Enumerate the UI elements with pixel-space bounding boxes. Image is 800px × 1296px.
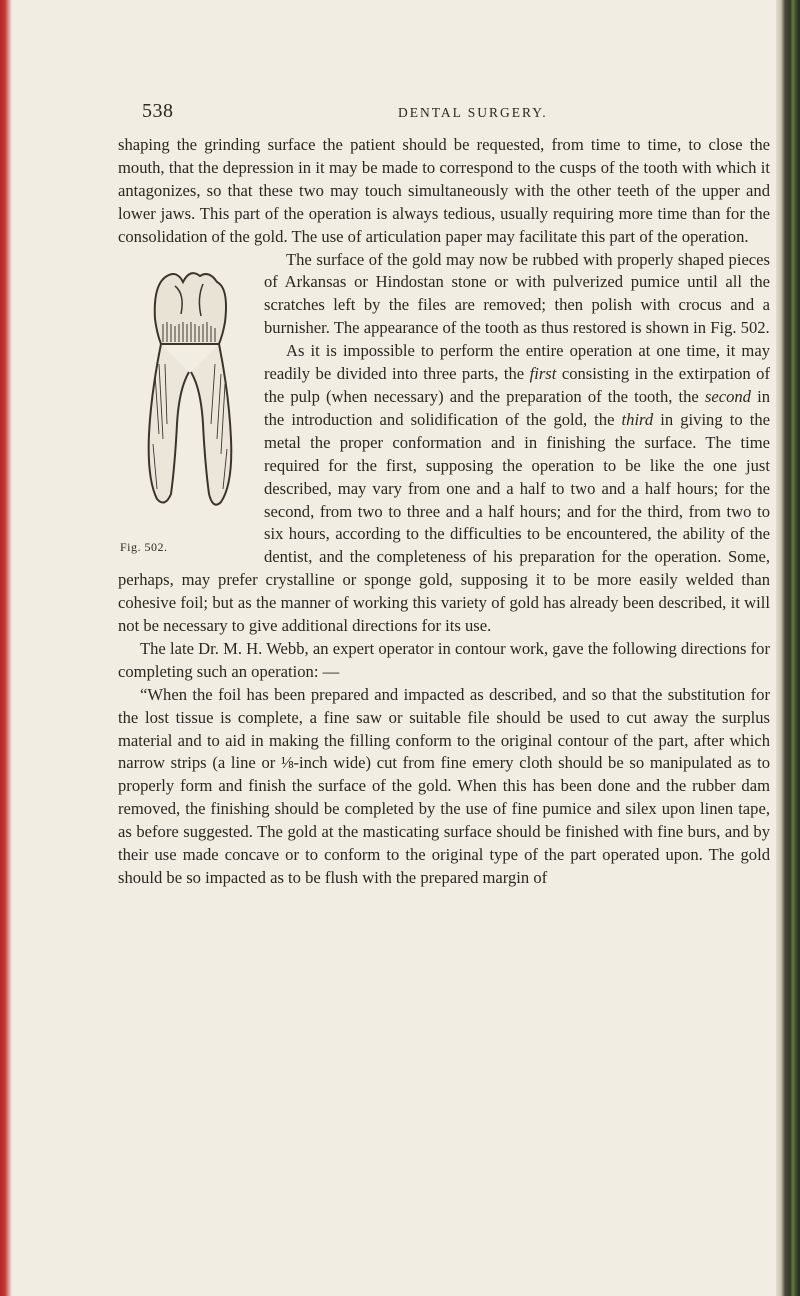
paragraph-1: shaping the grinding surface the patient should be requested, from time to time, to close the mouth, that the depression in it may be made to correspond to the cusps of the tooth with which it antagonizes, so that these two may touch simultaneously with the other teeth of the upper and lower jaws. This part of the operation is always tedious, usually requiring more time than for the consolidation of the gold. The use of articulation paper may facilitate this part of the operation. bbox=[118, 135, 770, 246]
emphasis-second: second bbox=[704, 386, 751, 406]
paragraph-3-part-b: consisting in the extirpation of the pulp (when necessary) and the preparation of the tooth, the bbox=[264, 364, 770, 406]
emphasis-third: third bbox=[621, 409, 654, 429]
tooth-illustration bbox=[145, 264, 235, 524]
emphasis-first: first bbox=[529, 364, 557, 384]
paragraph-2: The surface of the gold may now be rubbed with properly shaped pieces of Arkansas or Hindostan stone or with pulverized pumice until all the scratches left by the files are removed; then polish with crocus and a burnisher. The appearance of the tooth as thus restored is shown in Fig. 502. bbox=[264, 249, 770, 338]
paragraph-3-part-c: in the introduction and solidification of the gold, the bbox=[264, 386, 771, 429]
figure-caption: Fig. 502. bbox=[120, 539, 168, 554]
paragraph-3-part-a: As it is impossible to perform the entire operation at one time, it may readily be divided into three parts, the bbox=[264, 341, 770, 384]
running-head bbox=[142, 100, 770, 128]
figure-502 bbox=[120, 249, 256, 554]
page-number: 538 bbox=[142, 100, 174, 122]
body-text bbox=[118, 134, 770, 890]
paragraph-3-part-d: in giving to the metal the proper conformation and in finishing the surface. The time required for the first, supposing the operation to be like the one just described, may vary from one and a half to two and a half hours; for the second, from two to three and a half hours; and for the third, from two to six hours, according to the difficulties to be encountered, the ability of the dentist, and the completeness of his preparation for the operation. Some, perhaps, may prefer crystalline or sponge gold, supposing it to be more easily welded than cohesive foil; but as the manner of working this variety of gold has already been described, it will not be necessary to give additional directions for its use. bbox=[118, 409, 770, 636]
running-title: DENTAL SURGERY. bbox=[398, 105, 548, 120]
paragraph-5-quote: “When the foil has been prepared and impacted as described, and so that the substitution for the lost tissue is complete, a fine saw or suitable file should be used to cut away the surplus material and to aid in making the filling conform to the original contour of the part, after which narrow strips (a line or ⅛-inch wide) cut from fine emery cloth should be so manipulated as to properly form and finish the surface of the gold. When this has been done and the rubber dam removed, the finishing should be completed by the use of fine pumice and silex upon linen tape, as before suggested. The gold at the masticating surface should be finished with fine burs, and by their use made concave or to conform to the original type of the part operated upon. The gold should be so impacted as to be flush with the prepared margin of bbox=[118, 684, 770, 887]
paragraph-4: The late Dr. M. H. Webb, an expert operator in contour work, gave the following directions for completing such an operation: — bbox=[118, 638, 770, 681]
